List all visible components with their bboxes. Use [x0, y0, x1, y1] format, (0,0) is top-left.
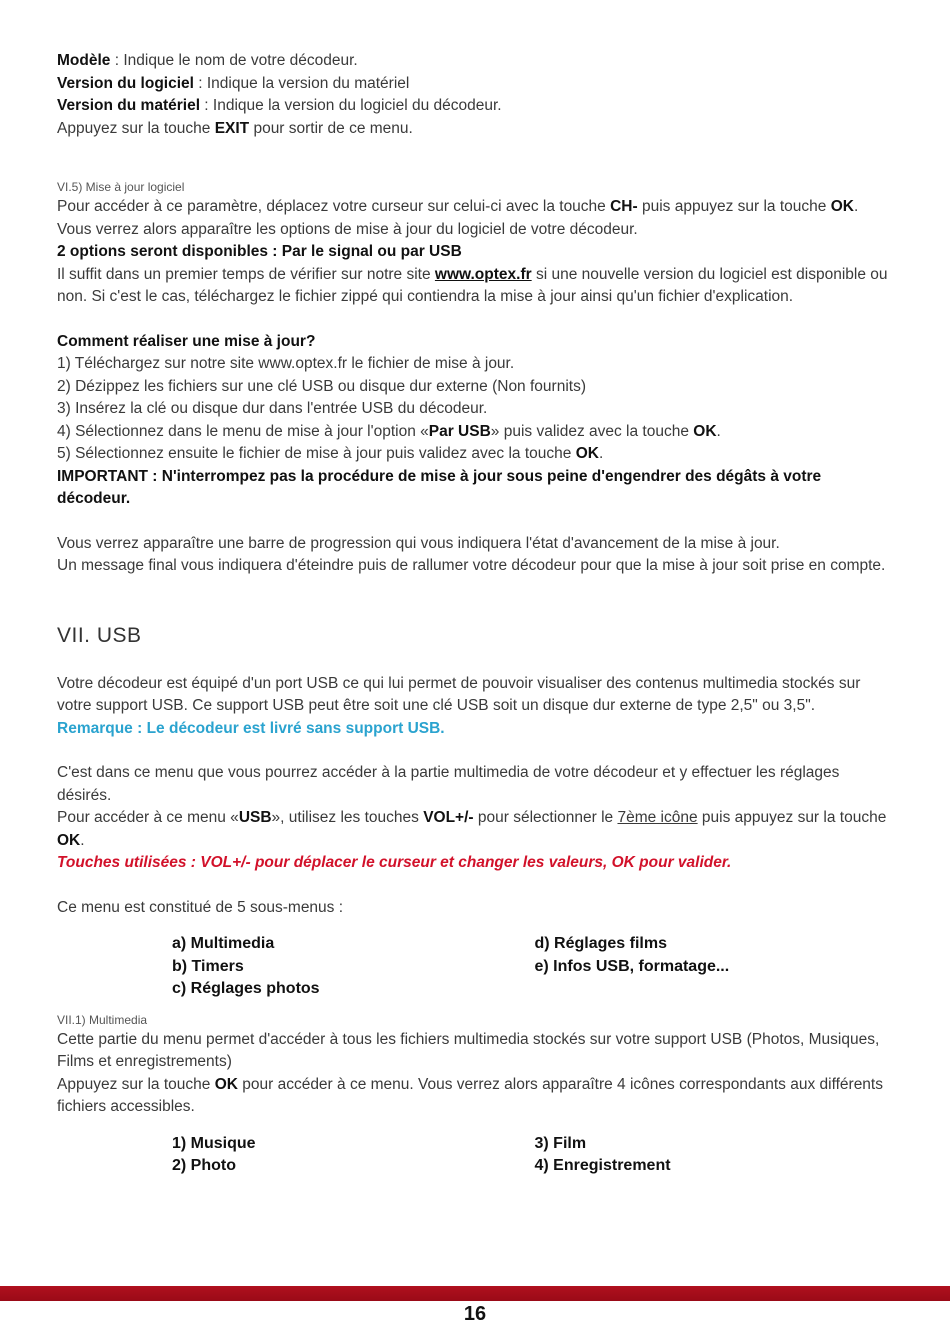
submenu-item: d) Réglages films	[534, 935, 667, 952]
materiel-line	[57, 95, 897, 118]
usb-ok-key: OK	[57, 831, 81, 849]
submenus-right-column	[535, 933, 898, 1001]
submenus-list	[172, 933, 897, 1001]
step-3: 3) Insérez la clé ou disque dur dans l'entrée USB du décodeur.	[57, 400, 488, 417]
how-to-title: Comment réaliser une mise à jour?	[57, 332, 316, 350]
vol-keys: VOL+/-	[423, 809, 474, 826]
materiel-label: Version du matériel	[57, 97, 200, 114]
usb-p3-mid3: puis appuyez sur la touche	[697, 809, 887, 826]
vi5-p1-mid: puis appuyez sur la touche	[637, 198, 831, 215]
exit-pre: Appuyez sur la touche	[57, 119, 215, 137]
step5-key: OK	[575, 445, 599, 462]
important-warning: IMPORTANT : N'interrompez pas la procédure de mise à jour sous peine d'engendrer des dégâts à votre décodeur.	[57, 467, 822, 507]
exit-line	[57, 118, 897, 141]
materiel-text: : Indique la version du logiciel du décodeur.	[200, 97, 502, 114]
logiciel-label: Version du logiciel	[57, 74, 194, 92]
options-title: 2 options seront disponibles : Par le signal ou par USB	[57, 243, 462, 260]
usb-paragraph-2: C'est dans ce menu que vous pourrez accéder à la partie multimedia de votre décodeur et y effectuer les réglages désirés.	[57, 764, 840, 804]
final-message: Un message final vous indiquera d'éteindre puis de rallumer votre décodeur pour que la mise à jour soit prise en compte.	[57, 557, 886, 574]
media-icons-list	[172, 1133, 897, 1178]
media-left-column	[172, 1133, 535, 1178]
submenu-item: b) Timers	[172, 957, 244, 975]
section-vii-title: VII. USB	[57, 623, 142, 647]
usb-p3-pre: Pour accéder à ce menu «	[57, 809, 239, 826]
step-2: 2) Dézippez les fichiers sur une clé USB ou disque dur externe (Non fournits)	[57, 377, 586, 395]
usb-p3-post: .	[80, 831, 85, 849]
media-item: 2) Photo	[172, 1157, 236, 1174]
media-right-column	[535, 1133, 898, 1178]
usb-p3-mid2: pour sélectionner le	[473, 809, 618, 826]
section-vi5-heading: VI.5) Mise à jour logiciel	[57, 180, 185, 194]
exit-post: pour sortir de ce menu.	[249, 119, 413, 137]
modele-line	[57, 50, 897, 73]
step4-mid: » puis validez avec la touche	[490, 422, 694, 440]
ok-key: OK	[830, 198, 854, 215]
step-5	[57, 443, 897, 466]
vii1-paragraph-1: Cette partie du menu permet d'accéder à tous les fichiers multimedia stockés sur votre support USB (Photos, Musiques, Films et enregistrements)	[57, 1030, 880, 1070]
submenu-item: e) Infos USB, formatage...	[534, 957, 730, 975]
optex-link[interactable]: www.optex.fr	[434, 265, 532, 283]
modele-label: Modèle	[57, 52, 111, 69]
submenu-item: c) Réglages photos	[172, 980, 320, 997]
seventh-icon-ref: 7ème icône	[617, 809, 698, 826]
footer-bar	[0, 1286, 950, 1301]
exit-key: EXIT	[214, 119, 250, 137]
ch-key: CH-	[610, 198, 638, 215]
logiciel-line	[57, 73, 897, 96]
vi5-paragraph-1	[57, 196, 897, 241]
progress-line: Vous verrez apparaître une barre de progression qui vous indiquera l'état d'avancement de la mise à jour.	[57, 534, 780, 552]
vii1-p2-pre: Appuyez sur la touche	[57, 1075, 215, 1093]
vi5-p2-pre: Il suffit dans un premier temps de vérifier sur notre site	[57, 265, 435, 283]
submenus-intro: Ce menu est constitué de 5 sous-menus :	[57, 898, 344, 916]
vi5-paragraph-2	[57, 264, 897, 309]
step4-key: OK	[693, 422, 717, 440]
vi5-p1-post: . Vous verrez alors apparaître les options de mise à jour du logiciel de votre décodeur.	[57, 198, 859, 238]
submenus-left-column	[172, 933, 535, 1001]
vii1-p2-post: pour accéder à ce menu. Vous verrez alors apparaître 4 icônes correspondants aux différents fichiers accessibles.	[57, 1075, 883, 1115]
modele-text: : Indique le nom de votre décodeur.	[110, 52, 358, 69]
step4-option: Par USB	[428, 422, 491, 440]
keys-used: Touches utilisées : VOL+/- pour déplacer le curseur et changer les valeurs, OK pour valider.	[57, 854, 732, 871]
section-vii1-heading: VII.1) Multimedia	[57, 1012, 148, 1027]
vi5-p1-pre: Pour accéder à ce paramètre, déplacez votre curseur sur celui-ci avec la touche	[57, 198, 611, 215]
usb-remark: Remarque : Le décodeur est livré sans support USB.	[57, 719, 445, 737]
usb-p3-mid: », utilisez les touches	[271, 809, 424, 826]
step-4	[57, 421, 897, 444]
document-page	[57, 50, 897, 1178]
vii1-paragraph-2	[57, 1074, 897, 1119]
usb-paragraph-3	[57, 807, 897, 852]
submenu-item: a) Multimedia	[172, 935, 275, 952]
usb-intro: Votre décodeur est équipé d'un port USB ce qui lui permet de pouvoir visualiser des contenus multimedia stockés sur votre support USB. Ce support USB peut être soit une clé USB soit un disque dur externe de type 2,5" ou 3,5".	[57, 674, 861, 714]
step4-post: .	[716, 422, 721, 440]
step4-pre: 4) Sélectionnez dans le menu de mise à jour l'option «	[57, 422, 429, 440]
step5-pre: 5) Sélectionnez ensuite le fichier de mise à jour puis validez avec la touche	[57, 445, 576, 462]
media-item: 1) Musique	[172, 1134, 256, 1152]
usb-menu-name: USB	[238, 809, 272, 826]
logiciel-text: : Indique la version du matériel	[193, 74, 410, 92]
vi5-p2-post: si une nouvelle version du logiciel est disponible ou non. Si c'est le cas, téléchargez le fichier zippé qui contiendra la mise à jour ainsi qu'un fichier d'explication.	[57, 265, 888, 305]
vii1-ok-key: OK	[214, 1075, 238, 1093]
step-1: 1) Téléchargez sur notre site www.optex.fr le fichier de mise à jour.	[57, 355, 515, 372]
media-item: 3) Film	[534, 1134, 587, 1152]
media-item: 4) Enregistrement	[534, 1157, 671, 1174]
page-number: 16	[463, 1303, 487, 1325]
step5-post: .	[598, 445, 604, 462]
